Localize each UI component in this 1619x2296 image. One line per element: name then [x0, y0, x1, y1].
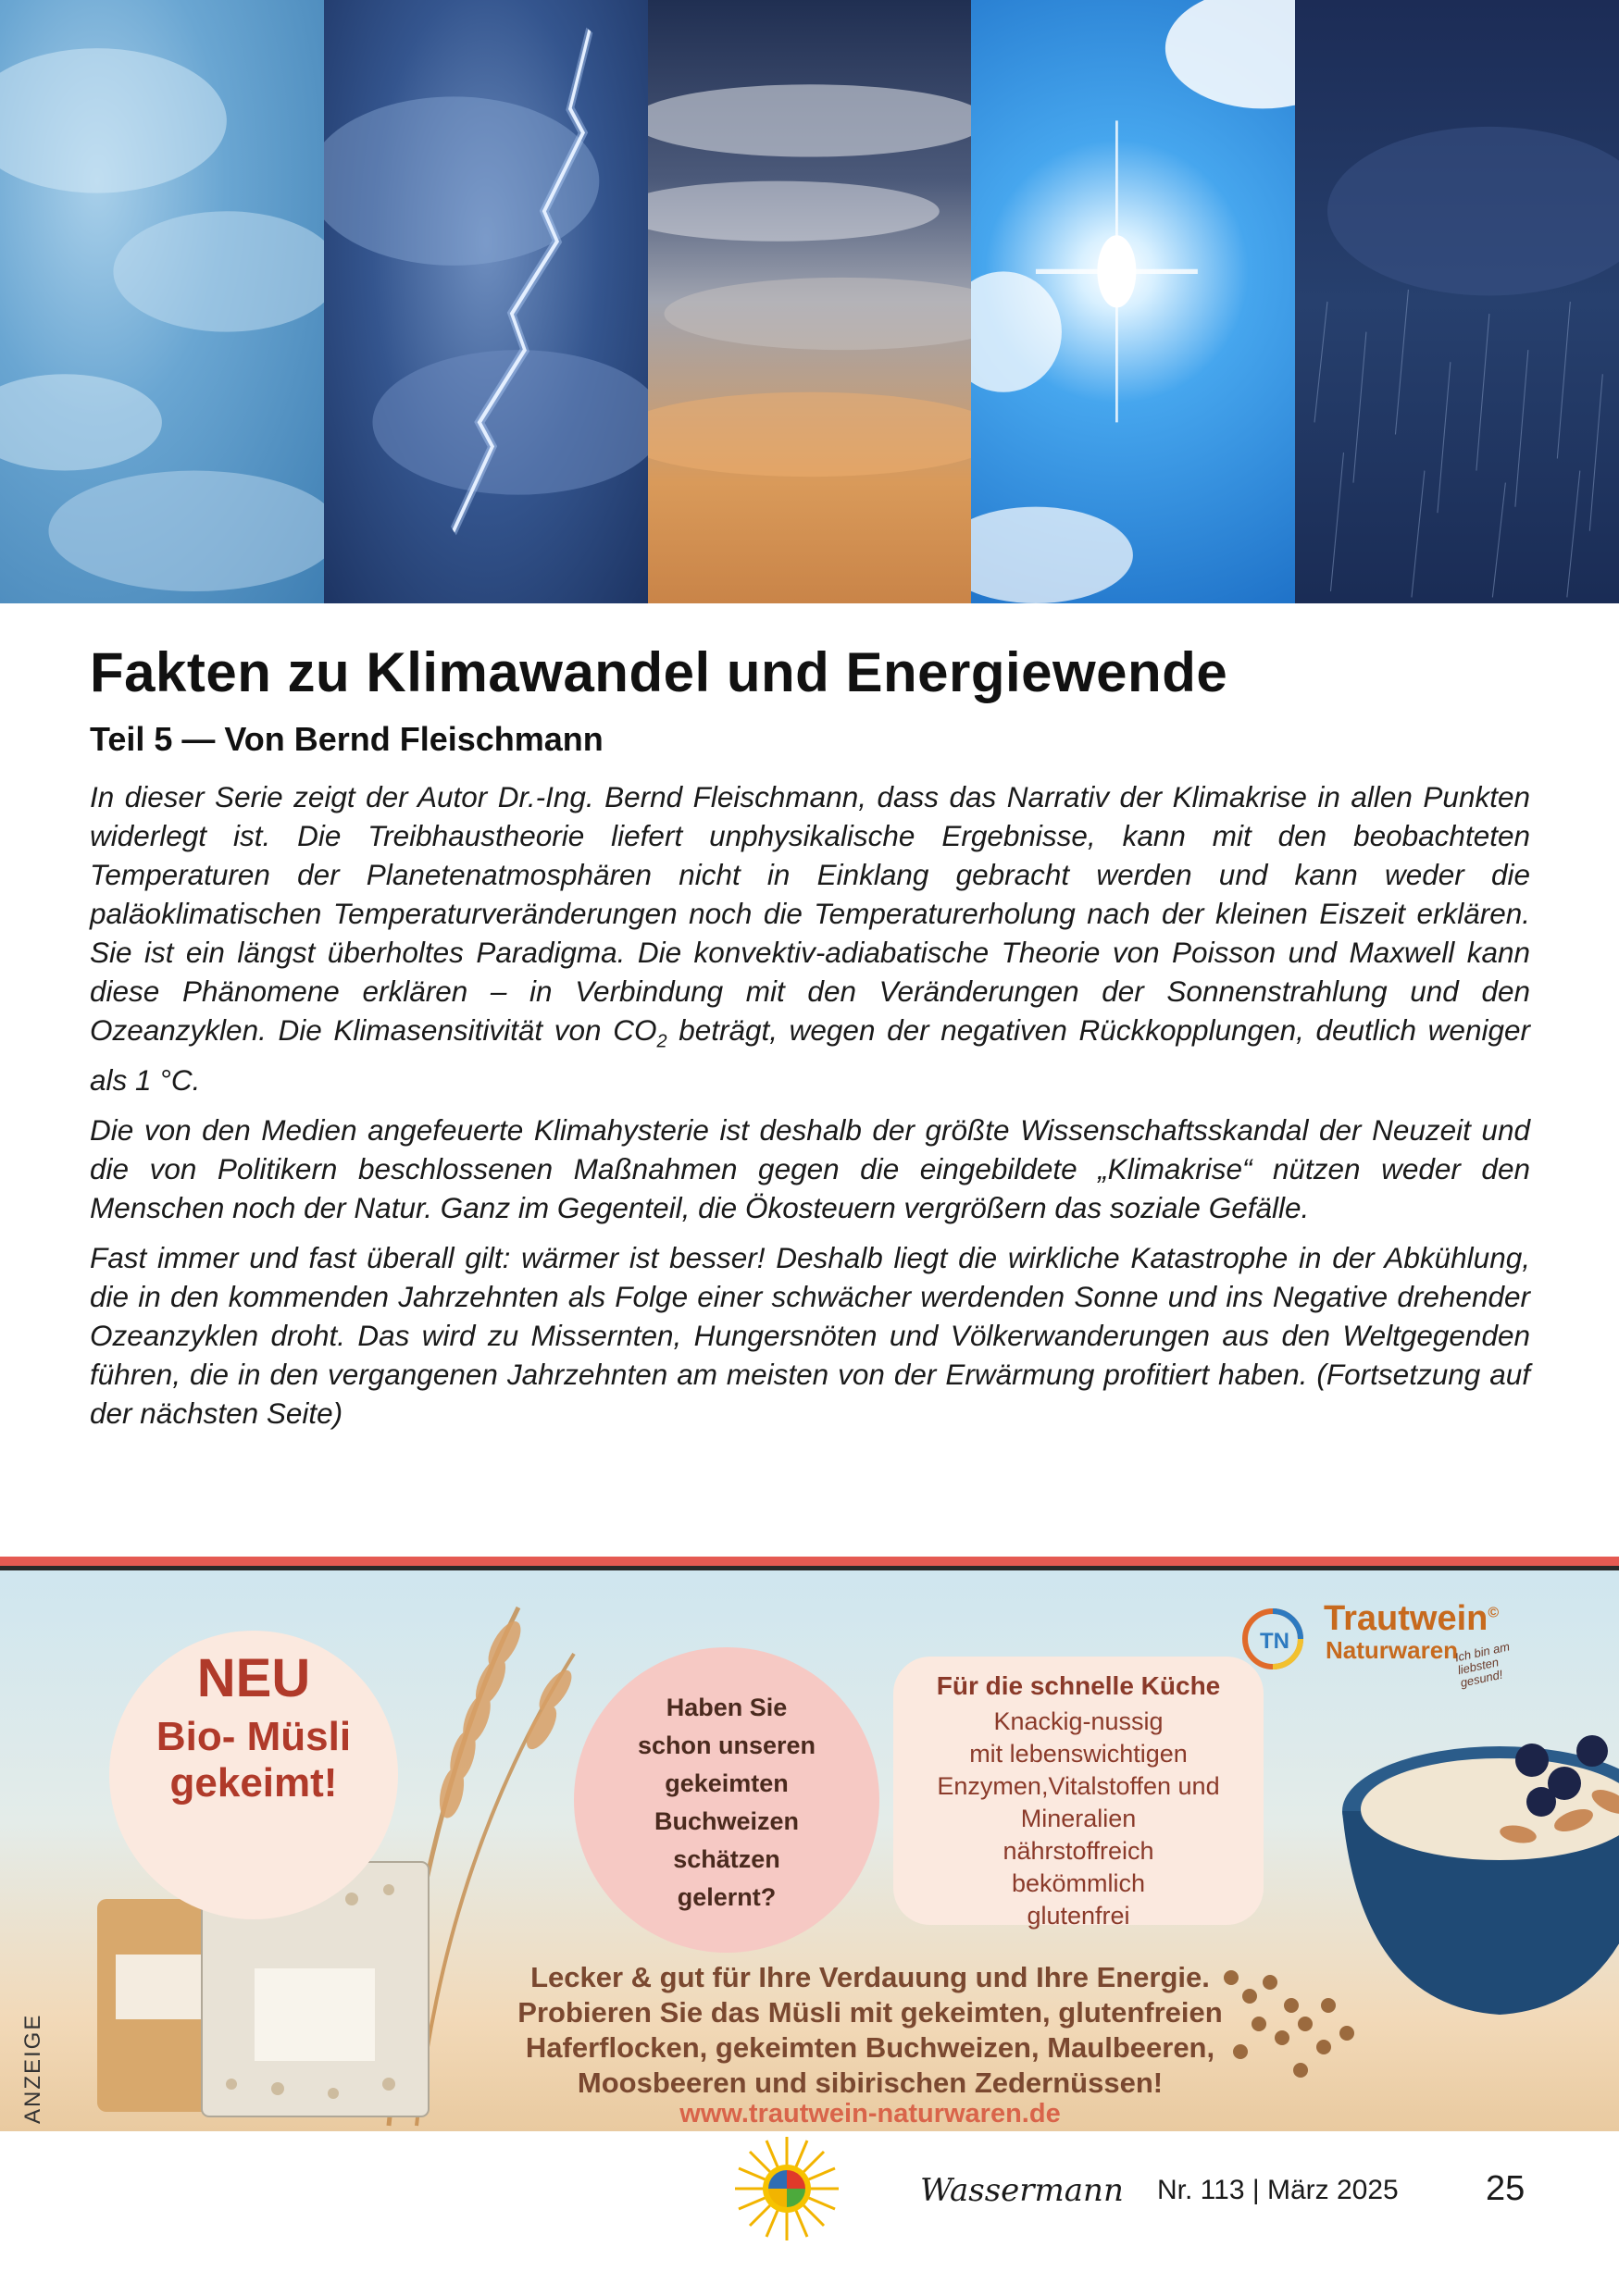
ad-label: ANZEIGE	[20, 2013, 45, 2124]
ad-divider	[0, 1557, 1619, 1566]
article-subtitle: Teil 5 — Von Bernd Fleischmann	[90, 720, 604, 758]
features-list: Knackig-nussig mit lebenswichtigen Enzymen,Vitalstoffen und Mineralien nährstoffreich bekömmlich glutenfrei	[937, 1707, 1220, 1930]
ad-copy: Lecker & gut für Ihre Verdauung und Ihre Energie. Probieren Sie das Müsli mit gekeimten, glutenfreien Haferflocken, gekeimten Buchweizen, Maulbeeren, Moosbeeren und sibirischen Zedernüssen!	[517, 1961, 1223, 2099]
article-title: Fakten zu Klimawandel und Energiewende	[90, 641, 1228, 703]
brand-slogan: Ich bin am liebsten gesund!	[1453, 1639, 1512, 1690]
question-text: Haben Sie schon unseren gekeimten Buchweizen schätzen gelernt?	[637, 1694, 816, 1911]
paragraph-1: In dieser Serie zeigt der Autor Dr.-Ing. Bernd Fleischmann, dass das Narrativ der Klimakrise in allen Punkten widerlegt ist. Die Treibhaustheorie liefert unphysikalische Ergebnisse, kann mit den beobachteten Temperaturen der Planetenatmosphären nicht in Einklang gebracht werden und kann weder die paläoklimatischen Temperaturveränderungen noch die Temperaturerholung nach der kleinen Eiszeit erklären. Sie ist ein längst überholtes Paradigma. Die konvektiv-adiabatische Theorie von Poisson und Maxwell kann diese Phänomene erklären – in Verbindung mit den Veränderungen der Sonnenstrahlung und den Ozeanzyklen. Die Klimasensitivität von $CO_2$ beträgt, wegen der negativen Rückkopplungen, deutlich weniger als 1 °C.	[90, 780, 1530, 1098]
rain-clouds-image	[1295, 0, 1619, 603]
ad-website-link[interactable]: www.trautwein-naturwaren.de	[679, 2099, 1061, 2128]
features-heading: Für die schnelle Küche	[936, 1671, 1221, 1700]
issue-info: Nr. 113 | März 2025	[1157, 2175, 1399, 2205]
sun-sky-image	[971, 0, 1295, 603]
lightning-image	[324, 0, 648, 603]
sunset-clouds-image	[648, 0, 972, 603]
page-number: 25	[1486, 2169, 1526, 2208]
article-body	[90, 777, 1530, 1444]
sun-logo-icon	[731, 2133, 842, 2244]
paragraph-2: Die von den Medien angefeuerte Klimahysterie ist deshalb der größte Wissenschaftsskandal der Neuzeit und die von Politikern beschlossenen Maßnahmen gegen die eingebildete „Klimakrise“ nützen weder den Menschen noch der Natur. Ganz im Gegenteil, die Ökosteuern vergrößern das soziale Gefälle.	[90, 1113, 1530, 1225]
new-product-name: Bio- Müsli gekeimt!	[156, 1714, 352, 1806]
porridge-bowl-image	[1342, 1735, 1619, 2015]
hero-image-strip	[0, 0, 1619, 603]
new-label: NEU	[196, 1648, 311, 1708]
sky-clouds-image	[0, 0, 324, 603]
svg-text:TN: TN	[1260, 1629, 1289, 1654]
brand-subtitle: Naturwaren	[1326, 1636, 1459, 1664]
magazine-name: Wassermann	[920, 2172, 1124, 2209]
paragraph-3: Fast immer und fast überall gilt: wärmer ist besser! Deshalb liegt die wirkliche Katastrophe in der Abkühlung, die in den kommenden Jahrzehnten als Folge einer schwächer werdenden Sonne und ins Negative drehender Ozeanzyklen droht. Das wird zu Missernten, Hungersnöten und Völkerwanderungen aus den Weltgegenden führen, die in den vergangenen Jahrzehnten am meisten von der Erwärmung profitiert haben. (Fortsetzung auf der nächsten Seite)	[90, 1241, 1530, 1431]
brand-name: Trautwein©	[1324, 1599, 1500, 1638]
